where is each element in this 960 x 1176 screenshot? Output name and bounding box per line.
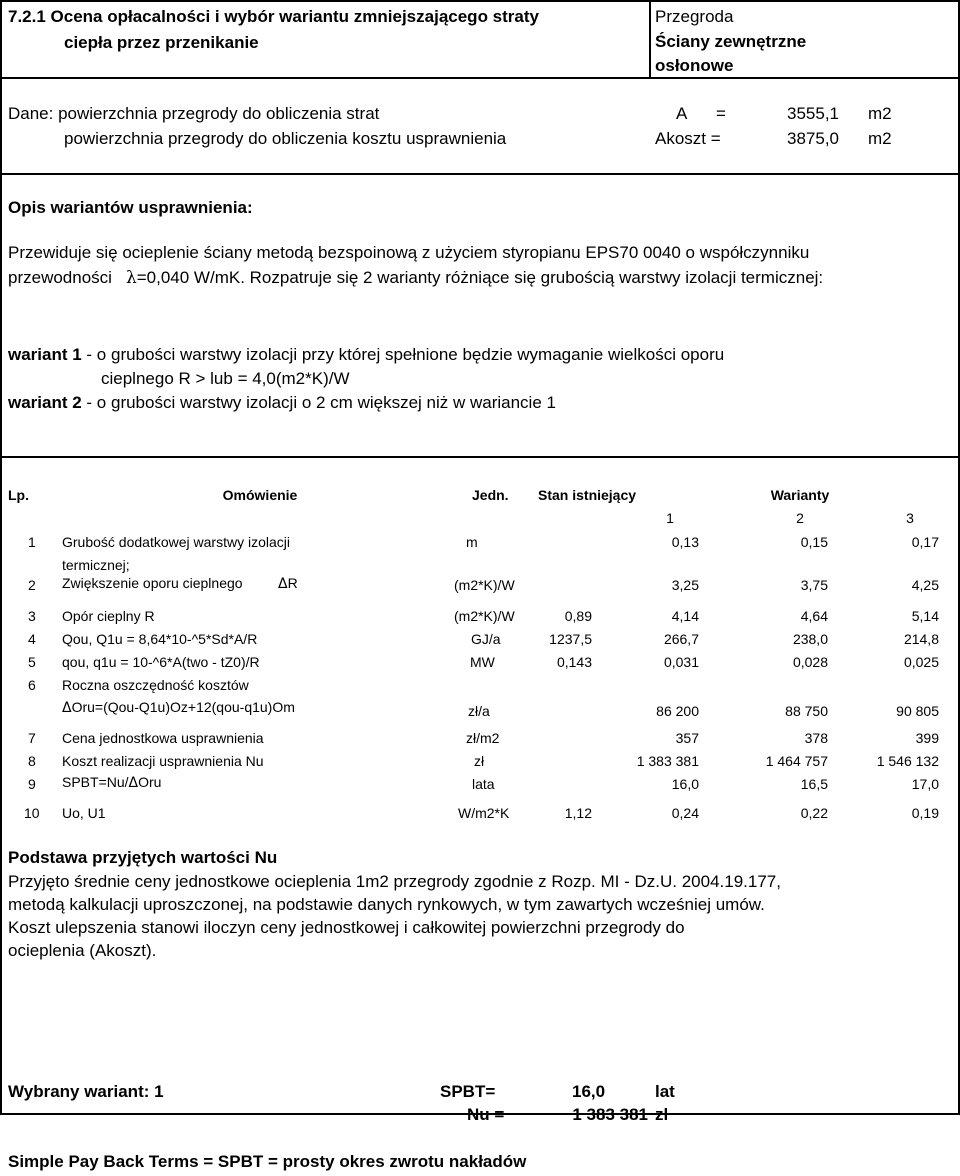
row-desc: Zwiększenie oporu cieplnego [62,575,243,591]
row-v3: 5,14 [911,608,939,624]
row-v2: 3,75 [800,577,828,593]
spbt-definition: Simple Pay Back Terms = SPBT = prosty okres zwrotu nakładów [8,1152,527,1171]
row-lp: 2 [28,577,36,593]
row-v2: 238,0 [792,631,828,647]
row-lp: 7 [28,730,36,746]
page-title: 7.2.1 Ocena opłacalności i wybór wariantu zmniejszającego straty [8,7,539,26]
col-header-existing: Stan istniejący [538,487,637,503]
variants-para-line1: Przewiduje się ocieplenie ściany metodą bezspoinową z użyciem styropianu EPS70 0040 o współczynniku [8,243,810,262]
delta-symbol: Δ [278,576,288,592]
row-desc: Grubość dodatkowej warstwy izolacji [62,534,290,550]
variants-para-line2: przewodności λ=0,040 W/mK. Rozpatruje się 2 warianty różniące się grubością warstwy izolacji termicznej: [8,268,824,288]
row-v1: 357 [675,730,699,746]
row-lp: 9 [28,776,36,792]
row-v2: 378 [804,730,828,746]
row-v1: 1 383 381 [636,753,699,769]
row-desc: Qou, Q1u = 8,64*10-^5*Sd*A/R [62,631,258,647]
row-unit: zł [474,753,485,769]
variants-heading: Opis wariantów usprawnienia: [8,198,253,217]
row-existing: 0,89 [564,608,592,624]
given-line1-unit: m2 [868,104,892,123]
nu-label: Nu = [467,1105,505,1124]
page-title-line2: ciepła przez przenikanie [64,33,259,52]
row-v3: 214,8 [903,631,939,647]
variant-2-line: wariant 2 - o grubości warstwy izolacji o 2 cm większej niż w wariancie 1 [8,393,556,412]
row-v1: 0,24 [671,805,699,821]
row-desc: Cena jednostkowa usprawnienia [62,730,264,746]
row-v3: 0,025 [903,654,939,670]
lambda-symbol: λ [125,268,137,288]
row-desc: qou, q1u = 10-^6*A(two - tZ0)/R [62,654,260,670]
row-v3: 90 805 [896,703,939,719]
row-unit: m [466,534,478,550]
given-line1-symbol: A [676,104,688,123]
given-line2-label: powierzchnia przegrody do obliczenia kosztu usprawnienia [64,129,507,148]
row-unit: lata [472,776,495,792]
nu-value: 1 383 381 [572,1105,648,1124]
partition-label: Przegroda [655,7,734,26]
row-v3: 0,17 [911,534,939,550]
row-v1: 4,14 [671,608,699,624]
row-lp: 8 [28,753,36,769]
col-header-lp: Lp. [8,487,29,503]
row-desc: Roczna oszczędność kosztów [62,677,249,693]
delta-symbol: Δ [62,700,72,716]
row-v3: 399 [915,730,939,746]
row-v3: 17,0 [911,776,939,792]
basis-line4: ocieplenia (Akoszt). [8,941,157,960]
row-v2: 0,22 [800,805,828,821]
row-lp: 6 [28,677,36,693]
given-line1-label: Dane: powierzchnia przegrody do obliczenia strat [8,104,380,123]
spbt-label: SPBT= [440,1082,496,1101]
row-lp: 1 [28,534,36,550]
row-unit: GJ/a [471,631,501,647]
col-header-v3: 3 [906,510,914,526]
row-unit: zł/a [468,703,490,719]
variant-1-line2: cieplnego R > lub = 4,0(m2*K)/W [101,369,350,388]
basis-line1: Przyjęto średnie ceny jednostkowe ocieplenia 1m2 przegrody zgodnie z Rozp. MI - Dz.U. 2004.19.177, [8,872,781,891]
row-v2: 4,64 [800,608,828,624]
row-desc: Koszt realizacji usprawnienia Nu [62,753,264,769]
row-v1: 266,7 [663,631,699,647]
col-header-v1: 1 [666,510,674,526]
row-v1: 0,031 [663,654,699,670]
row-existing: 1,12 [564,805,592,821]
row-v1: 0,13 [671,534,699,550]
row-unit: W/m2*K [458,805,510,821]
row-lp: 3 [28,608,36,624]
row-existing: 1237,5 [549,631,592,647]
row-lp: 5 [28,654,36,670]
row-v2: 1 464 757 [765,753,828,769]
given-line2-value: 3875,0 [787,129,839,148]
nu-unit: zl [655,1105,669,1124]
given-line1-value: 3555,1 [787,104,839,123]
row-desc-cont: ΔOru=(Qou-Q1u)Oz+12(qou-q1u)Om [62,699,295,716]
col-header-unit: Jedn. [472,487,509,503]
row-desc: Opór cieplny R [62,608,155,624]
row-lp: 10 [24,805,40,821]
row-existing: 0,143 [556,654,592,670]
row-desc: Uo, U1 [62,805,106,821]
variant-1-line: wariant 1 - o grubości warstwy izolacji przy której spełnione będzie wymaganie wielkości oporu [8,345,725,364]
row-v2: 0,028 [792,654,828,670]
basis-line2: metodą kalkulacji uproszczonej, na podstawie danych rynkowych, w tym zawartych wcześniej umów. [8,895,765,914]
spbt-value: 16,0 [572,1082,606,1101]
row-unit: (m2*K)/W [454,608,515,624]
partition-value: Ściany zewnętrzne [655,32,807,51]
row-v1: 3,25 [671,577,699,593]
chosen-variant: Wybrany wariant: 1 [8,1082,164,1101]
basis-heading: Podstawa przyjętych wartości Nu [8,848,278,867]
col-header-variants: Warianty [770,487,830,503]
row-unit: (m2*K)/W [454,577,515,593]
spbt-unit: lat [655,1082,675,1101]
row-unit: zł/m2 [466,730,500,746]
row-v2: 0,15 [800,534,828,550]
row-v2: 16,5 [800,776,828,792]
given-line2-symbol: Akoszt = [655,129,721,148]
row-lp: 4 [28,631,36,647]
row-v3: 1 546 132 [876,753,939,769]
col-header-v2: 2 [796,510,804,526]
basis-line3: Koszt ulepszenia stanowi iloczyn ceny jednostkowej i całkowitej powierzchni przegrody do [8,918,685,937]
row-v1: 16,0 [671,776,699,792]
row-unit: MW [470,654,495,670]
given-line2-unit: m2 [868,129,892,148]
row-v1: 86 200 [656,703,699,719]
partition-value-line2: osłonowe [655,56,734,75]
col-header-desc: Omówienie [222,487,298,503]
row-desc: SPBT=Nu/ΔOru [62,774,162,791]
delta-symbol: Δ [128,775,139,791]
row-desc-symbol: ΔR [278,575,298,592]
row-v3: 0,19 [911,805,939,821]
row-desc-cont: termicznej; [62,557,130,573]
row-v3: 4,25 [911,577,939,593]
row-v2: 88 750 [785,703,828,719]
given-line1-eq: = [716,104,726,123]
